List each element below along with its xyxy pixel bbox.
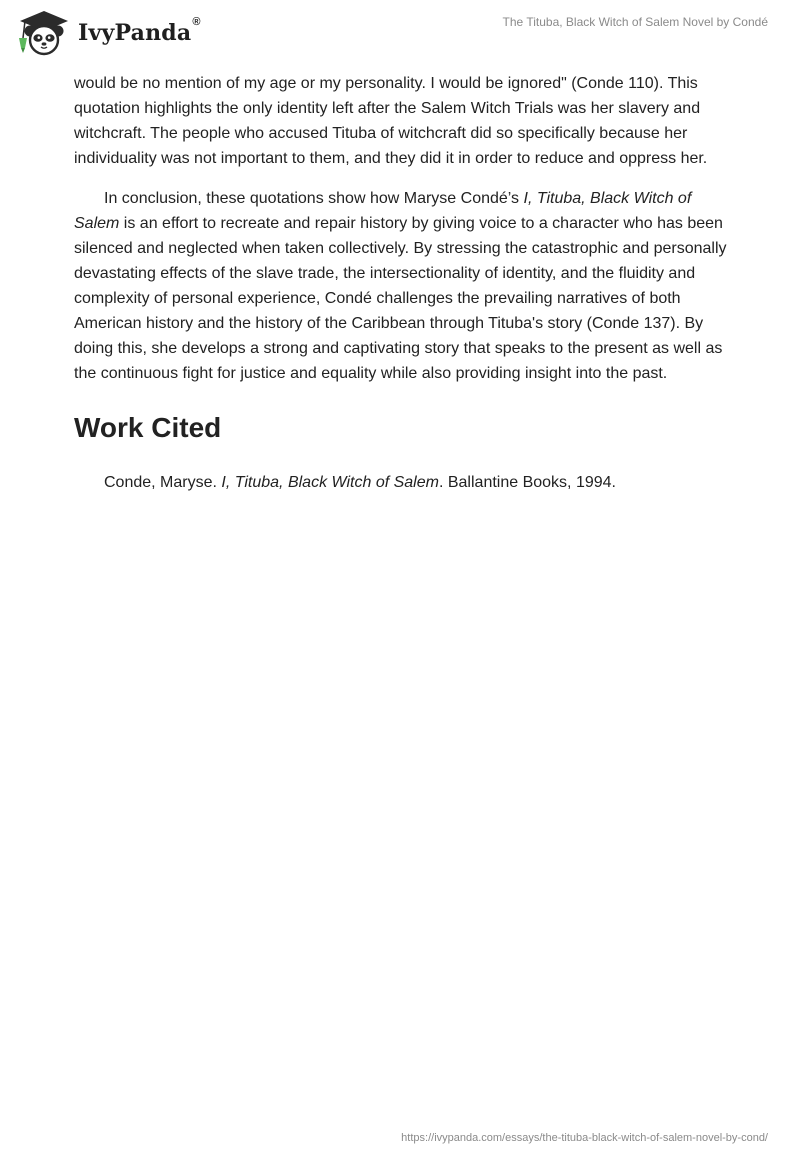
conclusion-lead-text: In conclusion, these quotations show how Maryse Condé’s	[104, 190, 524, 207]
page-header	[0, 0, 800, 64]
paragraph-continuation: would be no mention of my age or my personality. I would be ignored" (Conde 110). This quotation highlights the only identity left after the Salem Witch Trials was her slavery and witchcraft. The people who accused Tituba of witchcraft did so specifically because her individuality was not important to them, and they did it in order to reduce and oppress her.	[74, 75, 708, 167]
citation-publisher: . Ballantine Books, 1994.	[438, 474, 616, 491]
conclusion-rest-text: is an effort to recreate and repair history by giving voice to a character who has been silenced and neglected when taken collectively. By stressing the catastrophic and personally devastating effects of the slave trade, the intersectionality of identity, and the fluidity and complexity of personal experience, Condé challenges the prevailing narratives of both American history and the history of the Caribbean through Tituba's story (Conde 137). By doing this, she develops a strong and captivating story that speaks to the present as well as the continuous fight for justice and equality while also providing insight into the past.	[74, 215, 727, 382]
citation-author: Conde, Maryse.	[104, 474, 222, 491]
brand-name	[78, 16, 201, 46]
citation-title: I, Tituba, Black Witch of Salem	[221, 474, 439, 491]
document-title: The Tituba, Black Witch of Salem Novel by Condé	[502, 15, 768, 29]
works-cited-heading: Work Cited	[74, 412, 222, 443]
book-title-italic: I, Tituba, Black Witch of Salem	[74, 190, 692, 232]
ivypanda-logo[interactable]	[14, 8, 201, 56]
paragraph-conclusion	[74, 186, 728, 386]
citation-entry	[74, 470, 728, 495]
panda-graduation-cap-icon	[14, 8, 72, 56]
article-body	[74, 71, 728, 495]
registered-mark: ®	[192, 16, 201, 28]
source-url[interactable]: https://ivypanda.com/essays/the-tituba-black-witch-of-salem-novel-by-cond/	[401, 1132, 768, 1144]
brand-name-text: IvyPanda	[78, 20, 192, 46]
